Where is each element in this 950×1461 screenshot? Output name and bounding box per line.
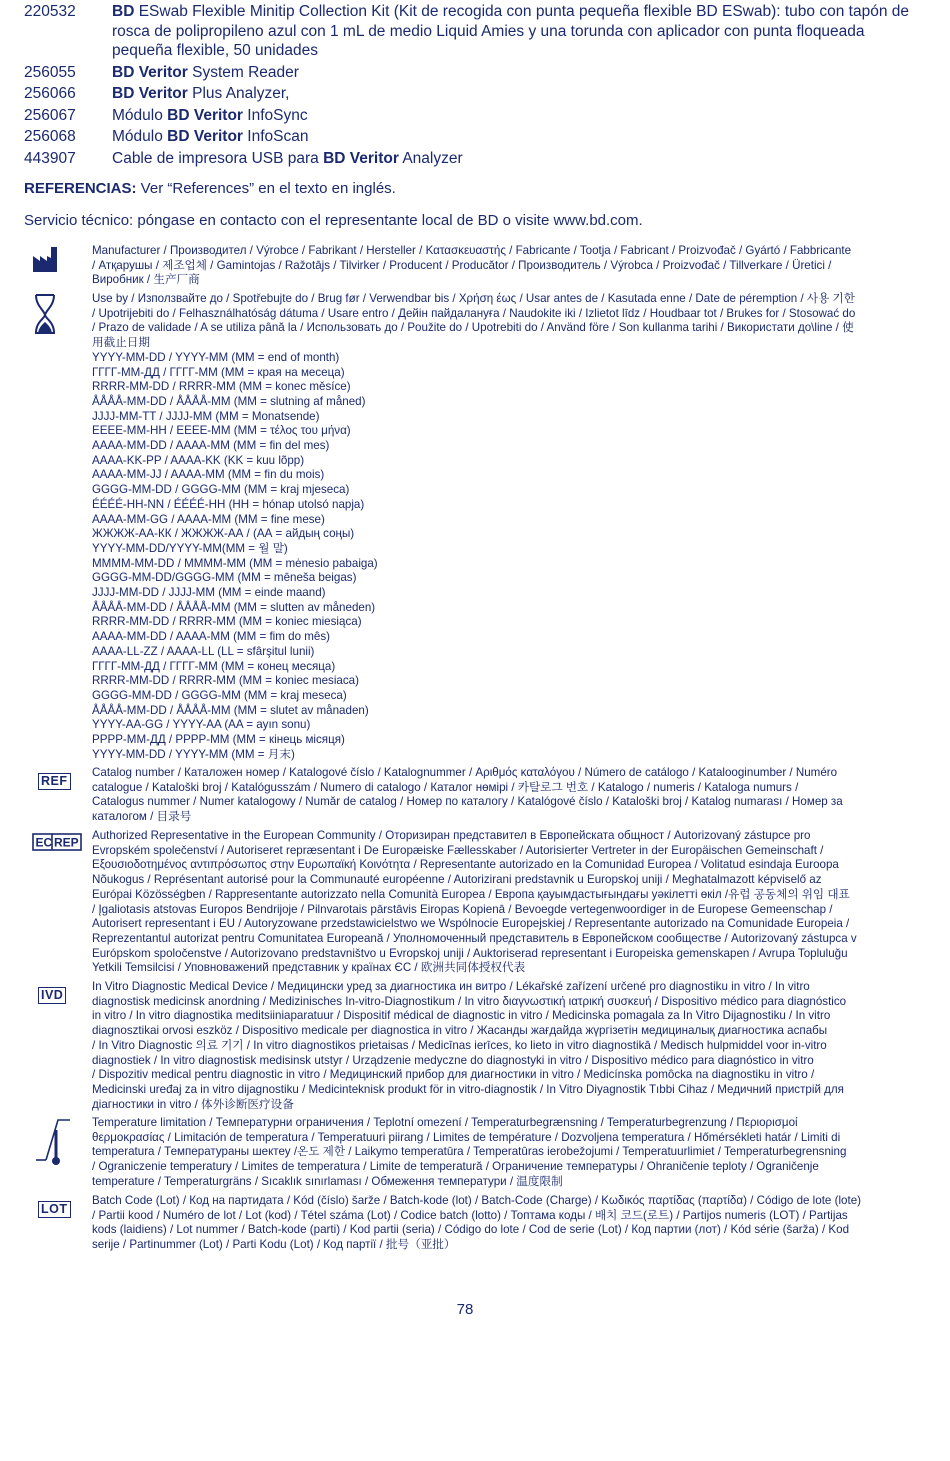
symbol-text-line: in vitro / In vitro diagnostika meditsiiniaparatuur / Dispositif médical de diagnostic in vitro / Medicinska pomagala za In Vitro Dijagnostiku / In vitro (92, 1009, 831, 1023)
ec-rep-icon (32, 833, 82, 856)
symbol-text-line: GGGG-MM-DD/GGGG-MM (MM = mēneša beigas) (92, 571, 357, 585)
symbol-text-line: catalogue / Kataloški broj / Katalógusszám / Numero di catalogo / Каталог нөмірі / 카탈로그 번호 / Katalogo / numeris / Kataloga numurs / (92, 780, 799, 794)
symbol-text-line: ÅÅÅÅ-MM-DD / ÅÅÅÅ-MM (MM = slutning af måned) (92, 394, 366, 408)
description-part: ESwab Flexible Minitip Collection Kit (Kit de recogida con punta pequeña flexible BD ESwab): tubo con tapón de rosca de polipropileno azul con 1 mL de medio Liquid Amies y una torunda con aplicador con punta floqueada pequeña flexible, 50 unidades (112, 3, 909, 59)
symbol-text-line: YYYY-MM-DD / YYYY-MM (MM = 月末) (92, 747, 295, 761)
symbol-text-line: Use by / Използвайте до / Spotřebujte do / Brug før / Verwendbar bis / Χρήση έως / Usar antes de / Kasutada enne / Date de péremption / 사용 기한 (92, 292, 855, 305)
symbol-text-line: ÅÅÅÅ-MM-DD / ÅÅÅÅ-MM (MM = slutten av måneden) (92, 600, 376, 614)
product-description (112, 63, 924, 83)
symbol-text-line: diagnostiek / In vitro diagnostisk medisinsk utstyr / Urządzenie medyczne do diagnostyki in vitro / Dispositivo médico para diagnóstico in vitro (92, 1053, 814, 1067)
symbol-text-line: YYYY-AA-GG / YYYY-AA (AA = ayın sonu) (92, 718, 311, 732)
symbol-text-line: ÉÉÉÉ-HH-NN / ÉÉÉÉ-HH (HH = hónap utolsó napja) (92, 497, 365, 511)
symbol-text-line: JJJJ-MM-DD / JJJJ-MM (MM = einde maand) (92, 586, 326, 600)
symbol-text-line: Catalogus nummer / Numer katalogowy / Număr de catalog / Номер по каталогу / Katalógové číslo / Kataloški broj / Katalog numarası / Номер за (92, 795, 843, 809)
description-part: Plus Analyzer, (187, 85, 290, 102)
symbol-text-line: temperatura / Температураны шектеу /온도 제한 / Laikymo temperatūra / Temperatūras ierobežojumi / Temperatuurlimiet / Temperaturbegrensning (92, 1145, 847, 1159)
description-part: Cable de impresora USB para (112, 149, 324, 167)
catalog-number: 443907 (24, 149, 76, 167)
symbol-text-line: GGGG-MM-DD / GGGG-MM (MM = kraj mjeseca) (92, 483, 350, 497)
symbol-text (92, 829, 907, 976)
description-part: BD Veritor (167, 128, 243, 145)
symbol-text-line: AAAA-LL-ZZ / AAAA-LL (LL = sfârşitul lunii) (92, 644, 315, 658)
symbol-text-line: Nõukogus / Représentant autorisé pour la Communauté européenne / Autorizirani predstavnik u Europskoj uniji / Meghatalmazott képviselő az (92, 873, 822, 887)
symbol-text-line: In Vitro Diagnostic Medical Device / Медицински уред за диагностика ин витро / Lékařské zařízení určené pro diagnostiku in vitro / In vitro (92, 980, 810, 993)
svg-text:REP: REP (54, 835, 79, 850)
manufacturer-icon (30, 244, 60, 279)
catalog-number: 256067 (24, 106, 76, 124)
product-description (112, 84, 924, 104)
product-row (24, 2, 924, 61)
ivd-label: IVD (38, 987, 66, 1004)
symbol-text-line: AAAA-MM-GG / AAAA-MM (MM = fine mese) (92, 512, 325, 526)
symbol-text (92, 980, 907, 1112)
symbol-text-line: Εξουσιοδοτημένος αντιπρόσωπος στην Ευρωπαϊκή Κοινότητα / Representante autorizado en la Comunidad Europea / Volitatud esindaja Euroopa (92, 858, 839, 872)
symbol-text-line: / Partii kood / Numéro de lot / Lot (kod) / Tétel száma (Lot) / Codice batch (lotto) / Топтама коды / 배치 코드(로트) / Partijos numeris (LOT) / Partijas (92, 1208, 848, 1222)
symbol-text (92, 1116, 907, 1190)
symbol-text-line: YYYY-MM-DD / YYYY-MM (MM = end of month) (92, 350, 340, 364)
symbol-text-line: ΕΕΕΕ-ΜΜ-ΗΗ / ΕΕΕΕ-ΜΜ (ΜΜ = τέλος του μήνα) (92, 424, 351, 438)
symbol-text-line: ГГГГ-ММ-ДД / ГГГГ-ММ (ММ = конец месяца) (92, 659, 336, 673)
symbol-text (92, 1194, 907, 1253)
symbol-text-line: AAAA-MM-JJ / AAAA-MM (MM = fin du mois) (92, 468, 325, 482)
symbol-text-line: / Атқарушы / 제조업체 / Gamintojas / Ražotājs / Tilvirker / Producent / Producător / Производитель / Výrobca / Proizvođač / Tillverkare / Üretici / (92, 258, 832, 272)
symbol-text-line: GGGG-MM-DD / GGGG-MM (MM = kraj meseca) (92, 688, 347, 702)
symbol-text-line: Medicinski uređaj za in vitro dijagnostiku / Medicinteknisk produkt för in vitro-diagnostik / In Vitro Diyagnostik Tıbbi Cihaz / Медичний пристрій для (92, 1082, 844, 1096)
symbol-text-line: Reprezentantul autorizat pentru Comunitatea Europeană / Уполномоченный представитель в Европейском сообществе / Autorizovaný zástupca v (92, 931, 857, 945)
references-line (24, 179, 396, 199)
symbol-text-line: ЖЖЖЖ-АА-КК / ЖЖЖЖ-АА / (АА = айдың соңы) (92, 527, 355, 541)
symbol-text-line: діагностики in vitro / 体外诊断医疗设备 (92, 1097, 294, 1111)
symbol-text-line: Temperature limitation / Температурни ограничения / Teplotní omezení / Temperaturbegrænsning / Temperaturbegrenzung / Περιορισμοί (92, 1116, 798, 1129)
use-by-hourglass-icon (30, 292, 60, 343)
lot-batch-icon (38, 1200, 71, 1218)
symbol-text-line: RRRR-MM-DD / RRRR-MM (MM = koniec mesiaca) (92, 674, 359, 688)
symbol-text (92, 766, 907, 825)
symbol-text-line: temperature / Temperaturgräns / Sıcaklık sınırlaması / Обмеження температури / 温度限制 (92, 1174, 563, 1188)
symbol-text-line: / In Vitro Diagnostic 의료 기기 / In vitro diagnostikos prietaisas / Medicīnas ierīces, ko lieto in vitro diagnostikā / Medisch hulpmiddel voor in-vitro (92, 1038, 827, 1052)
product-description (112, 127, 924, 147)
description-part: BD (112, 3, 135, 20)
symbol-text-line: Authorized Representative in the European Community / Оторизиран представител в Европейската общност / Autorizovaný zástupce pro (92, 829, 811, 842)
symbol-text-line: JJJJ-MM-TT / JJJJ-MM (MM = Monatsende) (92, 409, 320, 423)
description-part: InfoSync (242, 106, 308, 124)
catalog-number: 256066 (24, 85, 76, 102)
product-row (24, 84, 924, 104)
symbol-text-line: Európai Közösségben / Rappresentante autorizzato nella Comunità Europea / Европа қауымдастығындағы уәкілетті өкіл /유럽 공동체의 위임 대표 (92, 887, 850, 901)
symbol-text-line: Catalog number / Каталожен номер / Katalogové číslo / Katalognummer / Αριθμός καταλόγου / Número de catálogo / Katalooginumber / Numéro (92, 766, 838, 779)
catalog-number: 220532 (24, 3, 76, 20)
product-row (24, 149, 924, 169)
service-note: Servicio técnico: póngase en contacto con el representante local de BD o visite www.bd.com. (24, 212, 643, 229)
symbol-text-line: РРРР-ММ-ДД / РРРР-ММ (ММ = кінець місяця) (92, 733, 345, 747)
description-part: BD Veritor (167, 106, 243, 124)
symbol-text-line: Evropském společenství / Autoriseret repræsentant i De Europæiske Fællesskaber / Autorisierter Vertreter in der Europäischen Gemeinschaft / (92, 843, 824, 857)
symbol-text-line: / Dispozitiv medical pentru diagnostic in vitro / Медицинский прибор для диагностики in vitro / Medicínska pomôcka na diagnostiku in vitro / (92, 1068, 815, 1082)
symbol-text-line: Manufacturer / Производител / Výrobce / Fabrikant / Hersteller / Κατασκευαστής / Fabricante / Tootja / Fabricant / Proizvođač / Gyártó / Fabbricante (92, 244, 852, 257)
symbol-text-line: 用截止日期 (92, 336, 150, 350)
lot-label: LOT (38, 1201, 71, 1218)
symbol-text-line: / Įgaliotasis atstovas Europos Bendrijoje / Pilnvarotais pārstāvis Eiropas Kopienā / Bevoegde vertegenwoordiger in de Europese Gemeenschap / (92, 902, 833, 916)
symbol-text-line: AAAA-KK-PP / AAAA-KK (KK = kuu lõpp) (92, 453, 305, 467)
page-number: 78 (456, 1301, 474, 1318)
ref-catalog-icon (38, 772, 71, 790)
symbol-text-line: Batch Code (Lot) / Код на партидата / Kód (číslo) šarže / Batch-kode (lot) / Batch-Code (Charge) / Κωδικός παρτίδας (παρτίδα) / Código de lote (lote) (92, 1194, 862, 1207)
symbol-text-line: RRRR-MM-DD / RRRR-MM (MM = konec měsíce) (92, 380, 351, 394)
symbol-text-line: Autorisert representant i EU / Autoryzowane przedstawicielstwo we Wspólnocie Europejskiej / Representante autorizado na Comunidade Europeia / (92, 917, 850, 931)
symbol-text-line: / Upotrijebiti do / Felhasználhatóság dátuma / Usare entro / Дейін пайдалануға / Naudokite iki / Izlietot līdz / Houdbaar tot / Brukes for / Stosować do (92, 306, 856, 320)
product-description (112, 106, 924, 126)
symbol-text-line: MMMM-MM-DD / MMMM-MM (MM = mėnesio pabaiga) (92, 556, 378, 570)
references-label: REFERENCIAS: (24, 180, 137, 197)
symbol-text-line: Európskom spoločenstve / Autorizovano predstavništvo u Evropskoj uniji / Auktoriserad representant i Europeiska gemenskapen / Avrupa Topluluğu (92, 946, 848, 960)
product-list (24, 2, 924, 170)
references-text: Ver “References” en el texto en inglés. (136, 180, 396, 197)
symbol-text-line: Виробник / 生产厂商 (92, 273, 200, 287)
product-description (112, 2, 924, 61)
product-description (112, 149, 924, 169)
symbol-text-line: AAAA-MM-DD / AAAA-MM (MM = fim do mês) (92, 630, 331, 644)
symbol-text-line: / Prazo de validade / A se utiliza până la / Использовать до / Použite do / Upotrebiti do / Använd före / Son kullanma tarihi / Використати до\line / 使 (92, 321, 854, 335)
ref-label: REF (38, 773, 71, 790)
symbol-text-line: diagnostisk medicinsk anordning / Medizinisches In-vitro-Diagnostikum / In vitro διαγνωστική ιατρική συσκευή / Dispositivo médico para diagnóstico (92, 994, 847, 1008)
symbol-text-line: serije / Partinummer (Lot) / Parti Kodu (Lot) / Код партії / 批号（亚批） (92, 1238, 456, 1252)
ivd-icon (38, 986, 66, 1004)
symbol-text-line: RRRR-MM-DD / RRRR-MM (MM = koniec miesiąca) (92, 615, 362, 629)
symbol-text-line: kods (laidiens) / Lot nummer / Batch-kode (parti) / Kod partii (seria) / Código do lote / Cod de serie (Lot) / Код партии (лот) / Kód série (šarža) / Kod (92, 1223, 850, 1237)
symbol-text-line: YYYY-MM-DD/YYYY-MM(MM = 월 말) (92, 541, 288, 555)
symbol-text-line: Yetkili Temsilcisi / Уповноважений представник у країнах ЄС / 欧洲共同体授权代表 (92, 961, 526, 975)
product-row (24, 106, 924, 126)
symbol-text-line: / Ograniczenie temperatury / Limites de temperatura / Limite de temperatură / Ограничение температуры / Ohraničenie teploty / Ograničenje (92, 1160, 819, 1174)
symbol-text (92, 244, 907, 288)
description-part: InfoScan (242, 128, 309, 145)
svg-text:EC: EC (35, 835, 53, 850)
description-part: BD Veritor (112, 63, 188, 81)
temperature-limit-icon (34, 1116, 74, 1173)
description-part: System Reader (187, 63, 299, 81)
description-part: BD Veritor (112, 85, 188, 102)
symbol-text-line: diagnosztikai orvosi eszköz / Dispositivo medicale per diagnostica in vitro / Жасанды жағдайда жүргізетін медициналық диагностика аспабы (92, 1024, 828, 1038)
symbol-text (92, 292, 907, 763)
catalog-number: 256055 (24, 63, 76, 81)
symbol-text-line: AAAA-MM-DD / AAAA-MM (MM = fin del mes) (92, 439, 330, 453)
description-part: Módulo (112, 106, 168, 124)
catalog-number: 256068 (24, 128, 76, 145)
symbol-text-line: ÅÅÅÅ-MM-DD / ÅÅÅÅ-MM (MM = slutet av månaden) (92, 703, 369, 717)
symbol-text-line: каталогом / 目录号 (92, 810, 192, 824)
description-part: Analyzer (398, 149, 463, 167)
product-row (24, 127, 924, 147)
description-part: BD Veritor (323, 149, 399, 167)
description-part: Módulo (112, 128, 168, 145)
product-row (24, 63, 924, 83)
symbol-text-line: θερμοκρασίας / Limitación de temperatura / Temperatuuri piirang / Limites de température / Dozvoljena temperatura / Hőmérsékleti határ / Limiti di (92, 1130, 841, 1144)
symbol-text-line: ГГГГ-ММ-ДД / ГГГГ-ММ (ММ = края на месеца) (92, 365, 345, 379)
